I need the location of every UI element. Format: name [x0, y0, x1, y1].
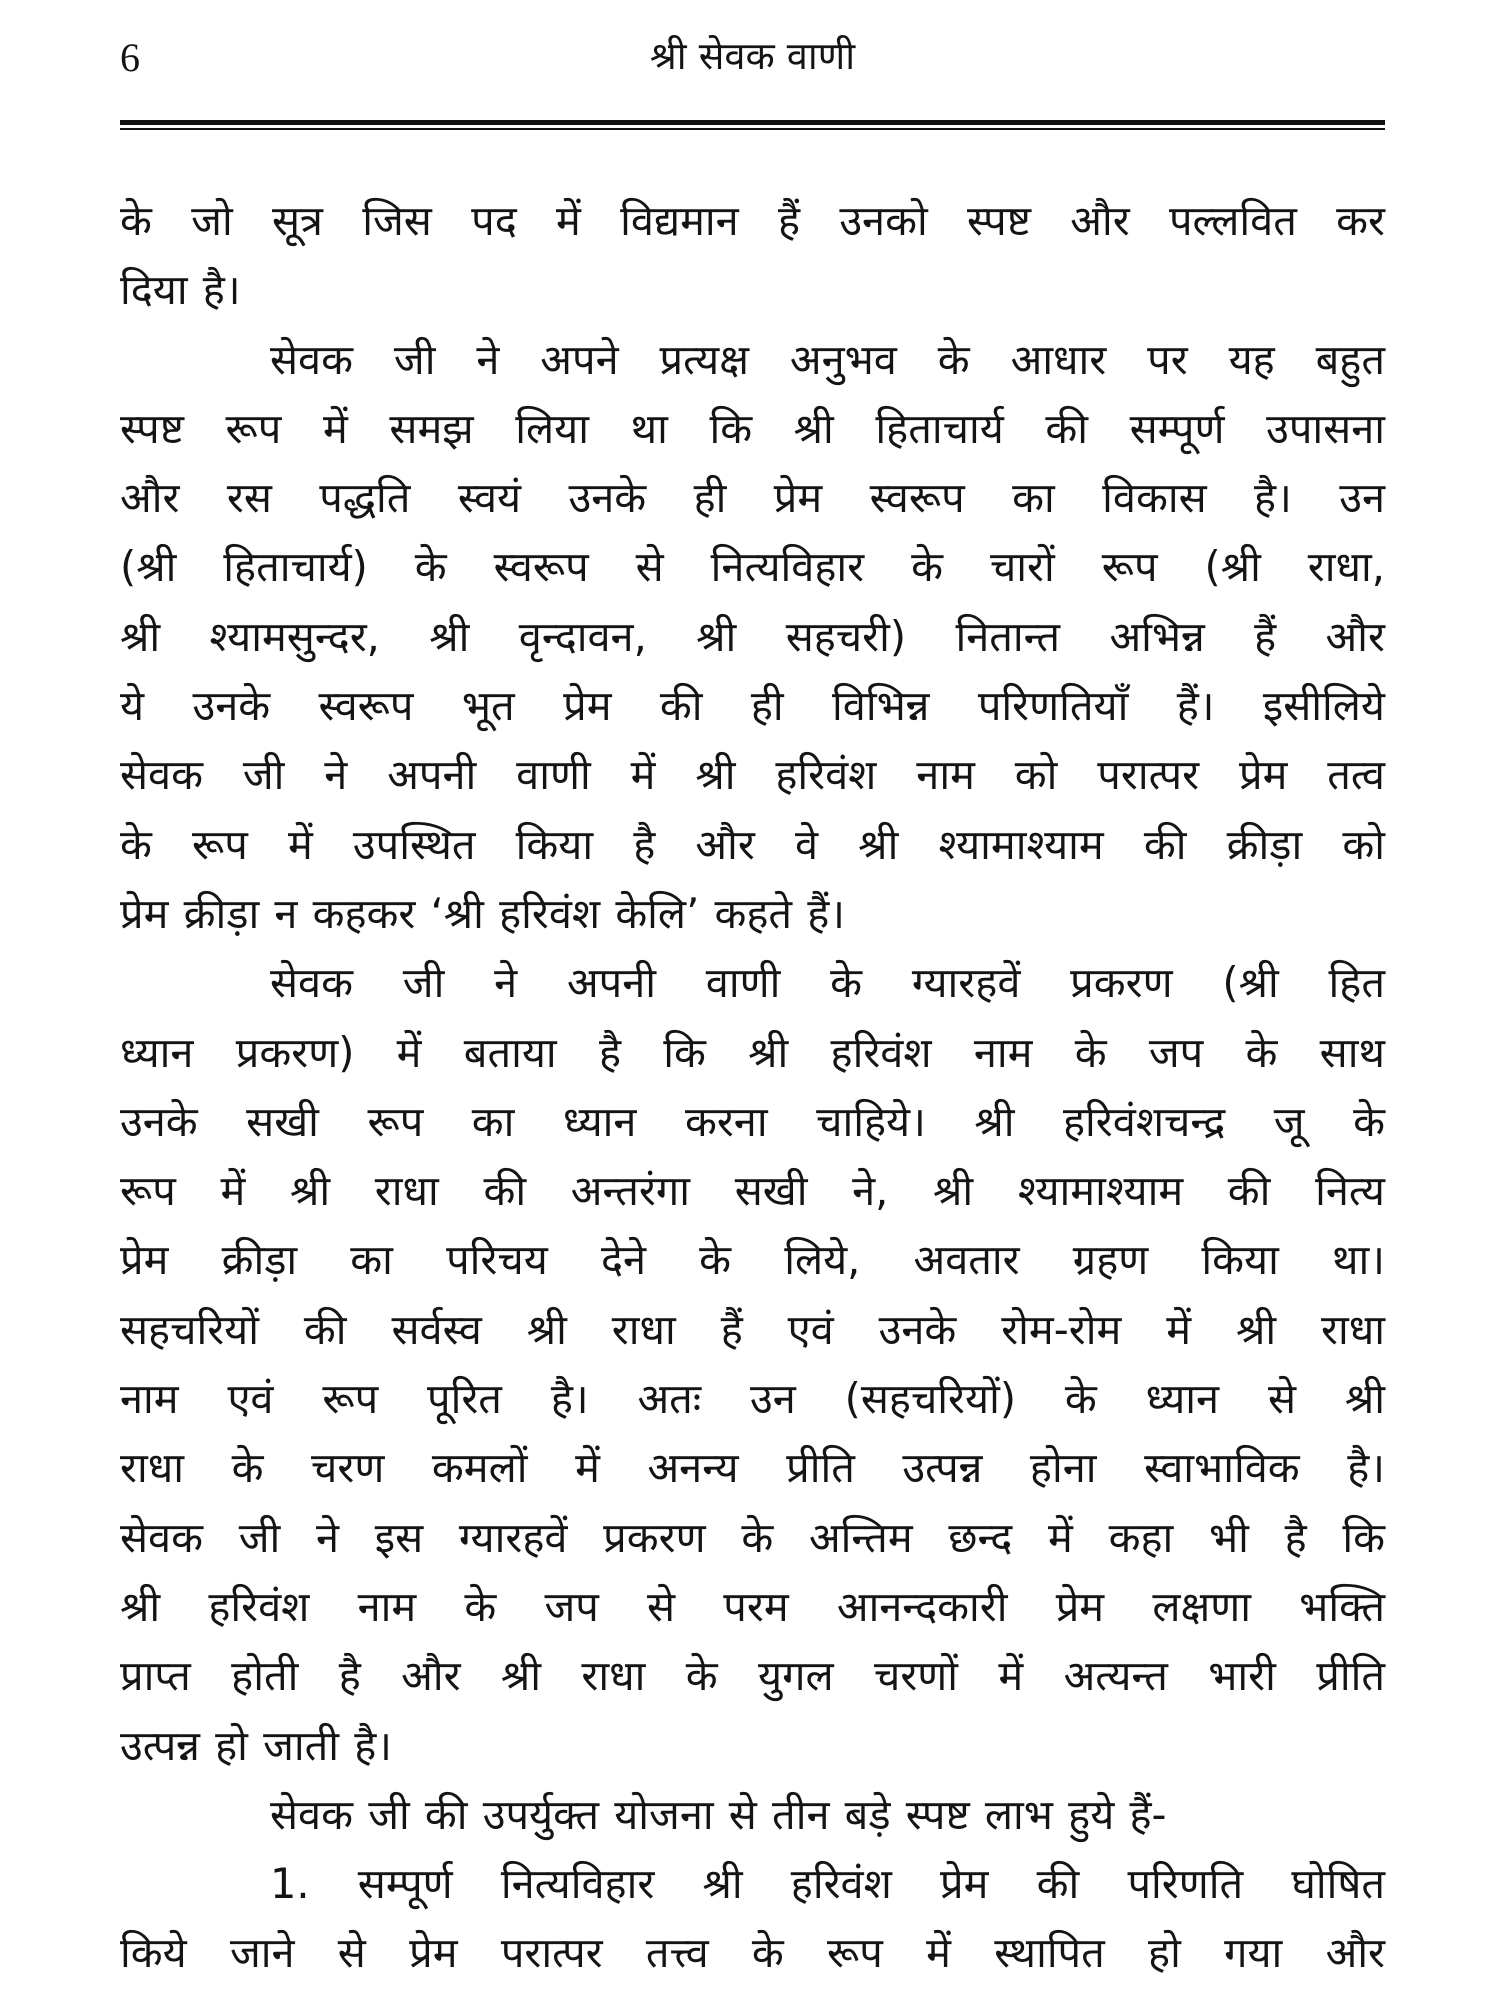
text-line: प्रेम क्रीड़ा का परिचय देने के लिये, अवतार ग्रहण किया था।	[120, 1235, 1385, 1285]
page-header	[120, 28, 1385, 90]
text-line: उनके सखी रूप का ध्यान करना चाहिये। श्री हरिवंशचन्द्र जू के	[120, 1096, 1385, 1146]
text-line: सेवक जी की उपर्युक्त योजना से तीन बड़े स्पष्ट लाभ हुये हैं-	[270, 1789, 1167, 1839]
header-rule	[120, 120, 1385, 130]
text-line: रूप में श्री राधा की अन्तरंगा सखी ने, श्री श्यामाश्याम की नित्य	[120, 1166, 1385, 1216]
running-title: श्री सेवक वाणी	[649, 34, 856, 78]
text-line: सेवक जी ने इस ग्यारहवें प्रकरण के अन्तिम छन्द में कहा भी है कि	[120, 1512, 1385, 1562]
text-line: दिया है।	[120, 265, 241, 315]
text-line: नाम एवं रूप पूरित है। अतः उन (सहचरियों) के ध्यान से श्री	[120, 1374, 1385, 1424]
text-line: सेवक जी ने अपने प्रत्यक्ष अनुभव के आधार पर यह बहुत	[270, 334, 1385, 384]
body-text	[120, 186, 1385, 1988]
text-line: और रस पद्धति स्वयं उनके ही प्रेम स्वरूप का विकास है। उन	[120, 473, 1385, 523]
page-number: 6	[120, 35, 140, 80]
text-line: प्राप्त होती है और श्री राधा के युगल चरणों में अत्यन्त भारी प्रीति	[120, 1651, 1385, 1701]
text-line: 1. सम्पूर्ण नित्यविहार श्री हरिवंश प्रेम की परिणति घोषित	[270, 1859, 1385, 1909]
text-line: स्पष्ट रूप में समझ लिया था कि श्री हिताचार्य की सम्पूर्ण उपासना	[120, 403, 1385, 453]
text-line: किये जाने से प्रेम परात्पर तत्त्व के रूप में स्थापित हो गया और	[120, 1928, 1385, 1978]
text-line: श्री हरिवंश नाम के जप से परम आनन्दकारी प्रेम लक्षणा भक्ति	[120, 1581, 1385, 1631]
text-line: ध्यान प्रकरण) में बताया है कि श्री हरिवंश नाम के जप के साथ	[120, 1027, 1385, 1077]
book-page	[120, 28, 1385, 1978]
text-line: राधा के चरण कमलों में अनन्य प्रीति उत्पन्न होना स्वाभाविक है।	[120, 1443, 1385, 1493]
text-line: सेवक जी ने अपनी वाणी में श्री हरिवंश नाम को परात्पर प्रेम तत्व	[120, 750, 1385, 800]
text-line: उत्पन्न हो जाती है।	[120, 1720, 392, 1770]
text-line: प्रेम क्रीड़ा न कहकर ‘श्री हरिवंश केलि’ कहते हैं।	[120, 888, 845, 938]
text-line: श्री श्यामसुन्दर, श्री वृन्दावन, श्री सहचरी) नितान्त अभिन्न हैं और	[120, 611, 1385, 661]
text-line: के रूप में उपस्थित किया है और वे श्री श्यामाश्याम की क्रीड़ा को	[120, 819, 1385, 869]
text-line: ये उनके स्वरूप भूत प्रेम की ही विभिन्न परिणतियाँ हैं। इसीलिये	[120, 681, 1385, 731]
text-line: सहचरियों की सर्वस्व श्री राधा हैं एवं उनके रोम-रोम में श्री राधा	[120, 1304, 1385, 1354]
text-line: सेवक जी ने अपनी वाणी के ग्यारहवें प्रकरण (श्री हित	[270, 958, 1385, 1008]
text-line: के जो सूत्र जिस पद में विद्यमान हैं उनको स्पष्ट और पल्लवित कर	[120, 196, 1385, 245]
text-line: (श्री हिताचार्य) के स्वरूप से नित्यविहार के चारों रूप (श्री राधा,	[120, 542, 1385, 592]
